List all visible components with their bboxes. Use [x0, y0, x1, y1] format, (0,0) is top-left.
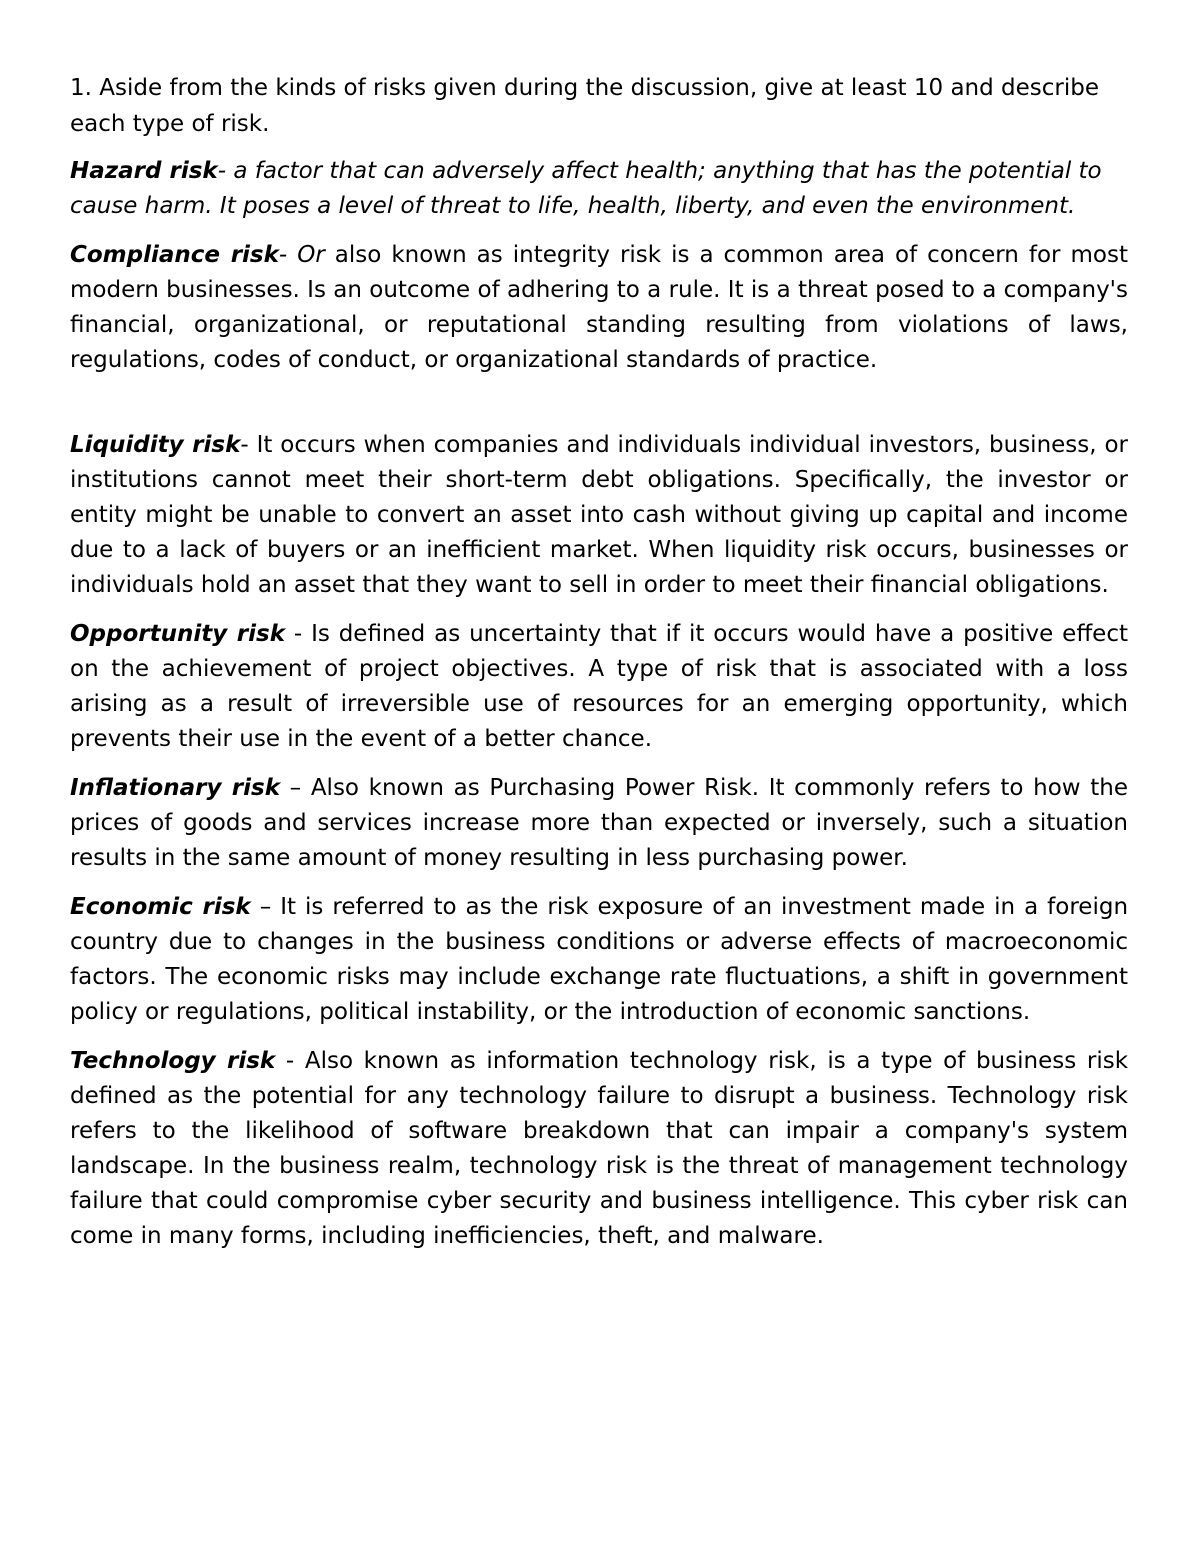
separator: –	[280, 775, 311, 801]
separator: –	[250, 894, 281, 920]
separator: -	[240, 432, 257, 458]
separator: -	[275, 1048, 305, 1074]
entry-opportunity-risk	[70, 617, 1128, 757]
term-opportunity-risk: Opportunity risk	[70, 621, 286, 647]
term-liquidity-risk: Liquidity risk	[70, 432, 241, 458]
entry-technology-risk	[70, 1044, 1128, 1254]
term-compliance-risk: Compliance risk	[70, 242, 279, 268]
definition-liquidity-risk: It occurs when companies and individuals individual investors, business, or institutions cannot meet their short-term debt obligations. Specifically, the investor or entity might be unable to convert an asset into cash without giving up capital and income due to a lack of buyers or an inefficient market. When liquidity risk occurs, businesses or individuals hold an asset that they want to sell in order to meet their financial obligations.	[70, 432, 1128, 598]
entry-liquidity-risk	[70, 428, 1128, 603]
definition-technology-risk: Also known as information technology risk, is a type of business risk defined as the potential for any technology failure to disrupt a business. Technology risk refers to the likelihood of software breakdown that can impair a company's system landscape. In the business realm, technology risk is the threat of management technology failure that could compromise cyber security and business intelligence. This cyber risk can come in many forms, including inefficiencies, theft, and malware.	[70, 1048, 1129, 1249]
separator: -	[278, 242, 298, 268]
entry-hazard-risk	[70, 154, 1128, 224]
definition-compliance-risk: also known as integrity risk is a common area of concern for most modern businesses. Is an outcome of adhering to a rule. It is a threat posed to a company's financial, organizational, or reputational standing resulting from violations of laws, regulations, codes of conduct, or organizational standards of practice.	[70, 242, 1128, 373]
question-prompt: 1. Aside from the kinds of risks given during the discussion, give at least 10 and describe each type of risk.	[70, 75, 1100, 137]
entry-inflationary-risk	[70, 771, 1128, 876]
term-inflationary-risk: Inflationary risk	[70, 775, 281, 801]
definition-hazard-risk: a factor that can adversely affect health; anything that has the potential to cause harm. It poses a level of threat to life, health, liberty, and even the environment.	[70, 158, 1102, 219]
definition-opportunity-risk: Is defined as uncertainty that if it occurs would have a positive effect on the achievement of project objectives. A type of risk that is associated with a loss arising as a result of irreversible use of resources for an emerging opportunity, which prevents their use in the event of a better chance.	[70, 621, 1128, 752]
entry-economic-risk	[70, 890, 1128, 1030]
term-economic-risk: Economic risk	[70, 894, 251, 920]
entry-compliance-risk	[70, 238, 1128, 378]
term-hazard-risk: Hazard risk	[70, 158, 218, 184]
term-technology-risk: Technology risk	[70, 1048, 276, 1074]
definition-economic-risk: It is referred to as the risk exposure of an investment made in a foreign country due to changes in the business conditions or adverse effects of macroeconomic factors. The economic risks may include exchange rate fluctuations, a shift in government policy or regulations, political instability, or the introduction of economic sanctions.	[70, 894, 1129, 1025]
definition-lead-italic: Or	[297, 242, 335, 268]
separator: -	[285, 621, 312, 647]
definition-inflationary-risk: Also known as Purchasing Power Risk. It commonly refers to how the prices of goods and services increase more than expected or inversely, such a situation results in the same amount of money resulting in less purchasing power.	[70, 775, 1129, 871]
document-page	[70, 70, 1128, 1268]
separator: -	[217, 158, 234, 184]
